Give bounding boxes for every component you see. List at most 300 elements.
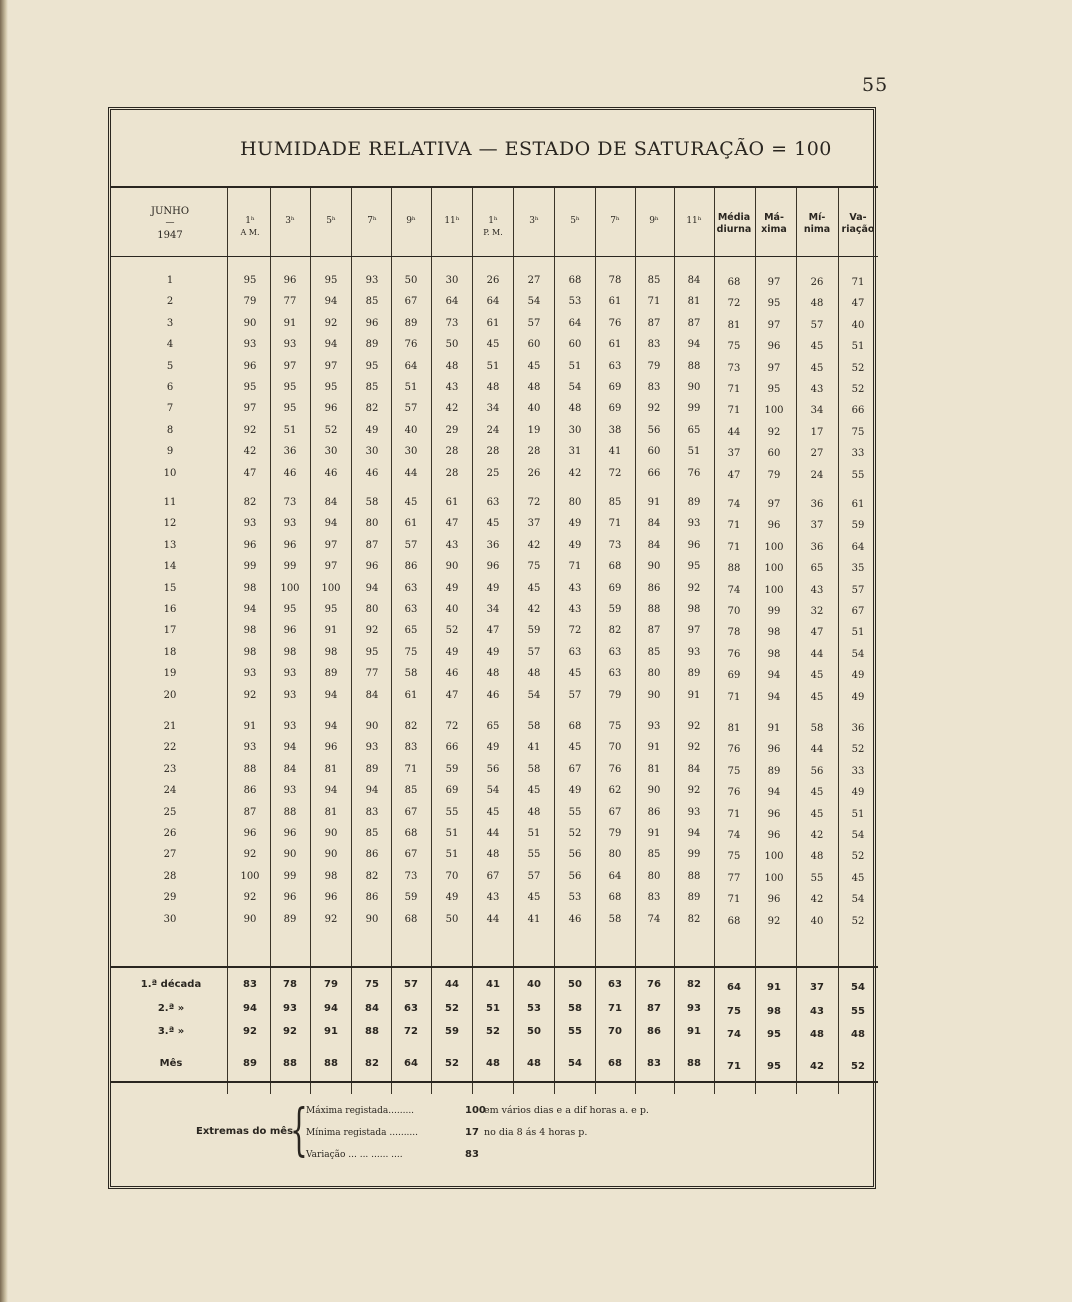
table-cell: 45: [810, 341, 824, 353]
table-cell: 45: [810, 808, 824, 820]
table-cell: 88: [283, 806, 297, 818]
table-cell: 45: [810, 691, 824, 703]
header-divider: [111, 256, 878, 257]
table-cell: 75: [727, 851, 741, 863]
table-cell: 94: [767, 691, 781, 703]
table-cell: 49: [486, 646, 500, 658]
summary-cell: 76: [647, 979, 661, 990]
table-cell: 74: [647, 913, 661, 925]
header-stat: diurna: [716, 224, 752, 235]
table-cell: 95: [324, 382, 338, 393]
table-cell: 45: [810, 787, 824, 799]
table-cell: 94: [283, 742, 297, 754]
table-cell: 96: [767, 341, 781, 353]
table-cell: 49: [568, 518, 582, 530]
table-cell: 90: [647, 785, 661, 797]
table-cell: 43: [810, 384, 824, 395]
table-cell: 80: [608, 849, 622, 861]
table-cell: 92: [687, 582, 701, 594]
table-cell: 82: [365, 403, 379, 415]
table-cell: 75: [404, 646, 418, 658]
table-cell: 49: [568, 539, 582, 551]
table-cell: 92: [243, 689, 257, 701]
page-binding-shadow: [0, 0, 8, 1302]
table-cell: 63: [608, 646, 622, 658]
table-cell: 97: [767, 499, 781, 510]
summary-cell: 52: [851, 1061, 865, 1072]
table-cell: 40: [851, 319, 865, 331]
table-cell: 34: [486, 403, 500, 415]
table-cell: 87: [647, 317, 661, 329]
table-cell: 65: [486, 721, 500, 732]
table-cell: 89: [404, 317, 418, 329]
table-cell: 30: [324, 446, 338, 458]
table-cell: 85: [365, 382, 379, 393]
day-label: 29: [163, 892, 177, 904]
table-cell: 45: [810, 362, 824, 374]
table-cell: 26: [810, 277, 824, 288]
table-cell: 48: [486, 382, 500, 393]
summary-cell: 91: [324, 1026, 338, 1037]
table-cell: 51: [283, 424, 297, 436]
table-cell: 81: [727, 723, 741, 734]
table-cell: 33: [851, 765, 865, 777]
table-cell: 69: [445, 785, 459, 797]
max-value: 100: [465, 1105, 486, 1116]
table-cell: 85: [404, 785, 418, 797]
table-cell: 60: [647, 446, 661, 458]
table-cell: 49: [445, 646, 459, 658]
summary-cell: 92: [283, 1026, 297, 1037]
header-stat: riação: [841, 224, 875, 235]
table-cell: 53: [568, 892, 582, 904]
min-value: 17: [465, 1127, 479, 1138]
summary-cell: 70: [608, 1026, 622, 1037]
table-cell: 95: [283, 403, 297, 415]
table-cell: 58: [608, 913, 622, 925]
summary-cell: 68: [608, 1058, 622, 1069]
day-label: 4: [166, 339, 174, 351]
header-stat: Média: [717, 212, 751, 223]
table-cell: 47: [727, 469, 741, 481]
table-cell: 93: [365, 275, 379, 286]
summary-cell: 54: [568, 1058, 582, 1069]
table-cell: 98: [243, 625, 257, 637]
table-cell: 88: [687, 360, 701, 372]
table-cell: 49: [486, 582, 500, 594]
table-cell: 71: [727, 808, 741, 820]
table-cell: 49: [445, 582, 459, 594]
table-cell: 50: [445, 339, 459, 351]
table-cell: 26: [527, 467, 541, 479]
header-stat: Má-: [764, 212, 784, 223]
table-cell: 83: [647, 892, 661, 904]
table-cell: 41: [527, 742, 541, 754]
table-cell: 76: [727, 648, 741, 660]
table-cell: 41: [608, 446, 622, 458]
table-cell: 68: [608, 892, 622, 904]
summary-cell: 93: [687, 1003, 701, 1014]
table-cell: 98: [767, 648, 781, 660]
table-cell: 85: [365, 828, 379, 839]
header-hour: 11ʰ: [686, 216, 702, 226]
table-cell: 30: [365, 446, 379, 458]
table-cell: 83: [365, 806, 379, 818]
table-cell: 54: [527, 689, 541, 701]
table-cell: 95: [365, 360, 379, 372]
summary-cell: 50: [568, 979, 582, 990]
summary-cell: 71: [608, 1003, 622, 1014]
table-cell: 66: [445, 742, 459, 754]
day-label: 20: [163, 689, 177, 701]
table-cell: 96: [283, 275, 297, 286]
table-cell: 96: [283, 892, 297, 904]
table-cell: 57: [527, 870, 541, 882]
table-cell: 100: [764, 541, 784, 553]
table-cell: 71: [727, 520, 741, 532]
table-cell: 93: [283, 689, 297, 701]
summary-cell: 71: [727, 1061, 741, 1072]
day-label: 28: [163, 870, 177, 882]
table-cell: 40: [445, 604, 459, 615]
table-cell: 96: [767, 808, 781, 820]
table-cell: 46: [445, 668, 459, 680]
table-cell: 94: [243, 604, 257, 615]
summary-cell: 48: [486, 1058, 500, 1069]
header-year: 1947: [157, 230, 183, 241]
table-cell: 19: [527, 424, 541, 436]
header-hour: 1ʰ: [488, 216, 498, 226]
table-cell: 96: [767, 830, 781, 841]
table-cell: 68: [568, 275, 582, 286]
table-cell: 46: [365, 467, 379, 479]
summary-cell: 79: [324, 979, 338, 990]
day-label: 2: [166, 296, 174, 308]
summary-cell: 48: [851, 1029, 865, 1040]
table-cell: 98: [324, 646, 338, 658]
table-cell: 85: [647, 646, 661, 658]
footer-divider: [111, 1081, 878, 1083]
table-cell: 67: [851, 606, 865, 617]
table-cell: 57: [404, 403, 418, 415]
table-cell: 100: [764, 872, 784, 884]
table-cell: 98: [243, 646, 257, 658]
table-cell: 87: [365, 539, 379, 551]
table-cell: 37: [810, 520, 824, 532]
column-divider: [227, 188, 228, 1094]
table-cell: 45: [486, 806, 500, 818]
table-cell: 51: [851, 341, 865, 353]
table-cell: 92: [324, 317, 338, 329]
summary-cell: 42: [810, 1061, 824, 1072]
table-cell: 99: [687, 849, 701, 861]
header-month: JUNHO: [150, 206, 190, 217]
table-cell: 92: [365, 625, 379, 637]
day-label: 10: [163, 467, 177, 479]
table-cell: 96: [243, 360, 257, 372]
table-cell: 49: [851, 691, 865, 703]
table-cell: 97: [767, 319, 781, 331]
table-cell: 69: [608, 582, 622, 594]
table-cell: 45: [527, 360, 541, 372]
day-label: 30: [163, 913, 177, 925]
table-cell: 67: [608, 806, 622, 818]
table-cell: 27: [810, 448, 824, 460]
table-cell: 75: [727, 765, 741, 777]
table-cell: 96: [767, 744, 781, 756]
table-cell: 58: [527, 721, 541, 732]
table-cell: 94: [365, 785, 379, 797]
table-cell: 68: [608, 561, 622, 573]
table-cell: 71: [727, 691, 741, 703]
table-cell: 55: [445, 806, 459, 818]
table-cell: 85: [365, 296, 379, 308]
table-cell: 61: [445, 497, 459, 508]
table-cell: 48: [527, 668, 541, 680]
table-cell: 84: [647, 518, 661, 530]
table-cell: 72: [527, 497, 541, 508]
table-cell: 73: [404, 870, 418, 882]
table-cell: 71: [727, 405, 741, 417]
table-cell: 55: [527, 849, 541, 861]
table-cell: 80: [647, 870, 661, 882]
table-cell: 65: [404, 625, 418, 637]
summary-label: 3.ª »: [157, 1026, 185, 1037]
table-cell: 48: [527, 806, 541, 818]
summary-cell: 75: [365, 979, 379, 990]
table-cell: 73: [445, 317, 459, 329]
summary-label: Mês: [159, 1058, 183, 1069]
table-cell: 50: [445, 913, 459, 925]
day-label: 6: [166, 382, 174, 393]
table-cell: 54: [851, 894, 865, 906]
table-cell: 92: [767, 426, 781, 438]
table-cell: 63: [404, 604, 418, 615]
table-cell: 65: [810, 563, 824, 575]
table-cell: 89: [687, 497, 701, 508]
summary-cell: 37: [810, 982, 824, 993]
table-cell: 84: [365, 689, 379, 701]
day-label: 16: [163, 604, 177, 615]
table-cell: 95: [324, 275, 338, 286]
table-cell: 99: [283, 561, 297, 573]
table-cell: 94: [767, 670, 781, 682]
table-cell: 82: [687, 913, 701, 925]
table-cell: 94: [767, 787, 781, 799]
table-cell: 44: [727, 426, 741, 438]
table-cell: 94: [324, 785, 338, 797]
summary-cell: 53: [527, 1003, 541, 1014]
table-cell: 64: [445, 296, 459, 308]
day-label: 19: [163, 668, 177, 680]
table-cell: 88: [243, 763, 257, 775]
table-cell: 90: [445, 561, 459, 573]
table-cell: 28: [527, 446, 541, 458]
table-cell: 45: [404, 497, 418, 508]
table-cell: 51: [445, 849, 459, 861]
header-hour: 9ʰ: [406, 216, 416, 226]
header-hour: 9ʰ: [649, 216, 659, 226]
table-cell: 46: [283, 467, 297, 479]
day-label: 8: [166, 424, 174, 436]
day-label: 22: [163, 742, 177, 754]
table-cell: 96: [365, 561, 379, 573]
table-cell: 79: [647, 360, 661, 372]
table-cell: 88: [727, 563, 741, 575]
table-cell: 36: [283, 446, 297, 458]
table-cell: 90: [647, 561, 661, 573]
table-cell: 54: [851, 648, 865, 660]
table-cell: 57: [527, 646, 541, 658]
table-cell: 29: [445, 424, 459, 436]
summary-cell: 95: [767, 1029, 781, 1040]
table-cell: 100: [764, 405, 784, 417]
table-cell: 48: [445, 360, 459, 372]
table-cell: 95: [243, 382, 257, 393]
table-cell: 89: [324, 668, 338, 680]
table-cell: 49: [486, 742, 500, 754]
table-cell: 94: [324, 518, 338, 530]
table-cell: 60: [767, 448, 781, 460]
day-label: 25: [163, 806, 177, 818]
table-cell: 58: [365, 497, 379, 508]
table-cell: 81: [324, 763, 338, 775]
table-cell: 45: [527, 785, 541, 797]
table-cell: 68: [404, 828, 418, 839]
table-cell: 100: [280, 582, 300, 594]
table-cell: 86: [365, 892, 379, 904]
table-cell: 90: [687, 382, 701, 393]
summary-label: 2.ª »: [157, 1003, 185, 1014]
day-label: 24: [163, 785, 177, 797]
table-cell: 49: [851, 787, 865, 799]
table-cell: 79: [767, 469, 781, 481]
table-cell: 88: [687, 870, 701, 882]
table-cell: 24: [486, 424, 500, 436]
table-cell: 94: [324, 296, 338, 308]
table-cell: 72: [445, 721, 459, 732]
table-cell: 45: [568, 742, 582, 754]
table-cell: 58: [810, 723, 824, 734]
table-cell: 27: [527, 275, 541, 286]
table-cell: 83: [404, 742, 418, 754]
summary-divider: [111, 966, 878, 968]
table-cell: 67: [568, 763, 582, 775]
table-cell: 96: [324, 742, 338, 754]
table-cell: 97: [324, 561, 338, 573]
table-cell: 96: [324, 403, 338, 415]
table-cell: 51: [568, 360, 582, 372]
header-hour: 5ʰ: [570, 216, 580, 226]
table-cell: 65: [687, 424, 701, 436]
table-cell: 57: [568, 689, 582, 701]
table-cell: 68: [727, 277, 741, 288]
table-cell: 97: [767, 277, 781, 288]
table-cell: 54: [486, 785, 500, 797]
table-cell: 81: [647, 763, 661, 775]
summary-cell: 40: [527, 979, 541, 990]
table-cell: 71: [851, 277, 865, 288]
table-cell: 47: [810, 627, 824, 639]
table-cell: 79: [243, 296, 257, 308]
table-cell: 61: [486, 317, 500, 329]
table-cell: 89: [283, 913, 297, 925]
table-cell: 67: [486, 870, 500, 882]
table-cell: 51: [404, 382, 418, 393]
table-cell: 42: [810, 830, 824, 841]
table-cell: 78: [727, 627, 741, 639]
table-cell: 86: [365, 849, 379, 861]
table-cell: 56: [486, 763, 500, 775]
day-label: 5: [166, 360, 174, 372]
table-cell: 43: [568, 582, 582, 594]
table-cell: 84: [324, 497, 338, 508]
page-number: 55: [862, 74, 889, 96]
table-cell: 47: [486, 625, 500, 637]
summary-cell: 43: [810, 1006, 824, 1017]
table-cell: 52: [851, 744, 865, 756]
table-cell: 71: [727, 384, 741, 395]
table-cell: 86: [647, 806, 661, 818]
table-cell: 96: [687, 539, 701, 551]
summary-cell: 51: [486, 1003, 500, 1014]
table-cell: 80: [647, 668, 661, 680]
table-cell: 95: [324, 604, 338, 615]
table-cell: 90: [365, 721, 379, 732]
table-cell: 53: [568, 296, 582, 308]
summary-cell: 91: [767, 982, 781, 993]
table-cell: 89: [687, 892, 701, 904]
table-cell: 51: [527, 828, 541, 839]
table-cell: 73: [608, 539, 622, 551]
table-cell: 45: [486, 339, 500, 351]
table-cell: 49: [851, 670, 865, 682]
table-cell: 46: [568, 913, 582, 925]
table-cell: 92: [687, 785, 701, 797]
table-cell: 72: [568, 625, 582, 637]
table-cell: 76: [608, 317, 622, 329]
table-cell: 92: [243, 849, 257, 861]
table-cell: 81: [727, 319, 741, 331]
table-cell: 42: [527, 604, 541, 615]
table-cell: 74: [727, 830, 741, 841]
table-cell: 93: [283, 721, 297, 732]
table-cell: 92: [687, 742, 701, 754]
table-cell: 77: [727, 872, 741, 884]
table-cell: 42: [568, 467, 582, 479]
table-cell: 37: [527, 518, 541, 530]
table-cell: 74: [727, 584, 741, 596]
header-hour: 7ʰ: [610, 216, 620, 226]
table-cell: 63: [486, 497, 500, 508]
table-cell: 46: [324, 467, 338, 479]
table-cell: 47: [243, 467, 257, 479]
table-cell: 25: [486, 467, 500, 479]
table-cell: 54: [527, 296, 541, 308]
summary-cell: 72: [404, 1026, 418, 1037]
summary-cell: 84: [365, 1003, 379, 1014]
table-cell: 91: [283, 317, 297, 329]
table-cell: 30: [568, 424, 582, 436]
table-cell: 33: [851, 448, 865, 460]
table-cell: 98: [767, 627, 781, 639]
header-stat: nima: [803, 224, 831, 235]
table-cell: 57: [404, 539, 418, 551]
table-cell: 52: [324, 424, 338, 436]
table-cell: 43: [445, 382, 459, 393]
table-cell: 97: [324, 539, 338, 551]
table-cell: 95: [243, 275, 257, 286]
